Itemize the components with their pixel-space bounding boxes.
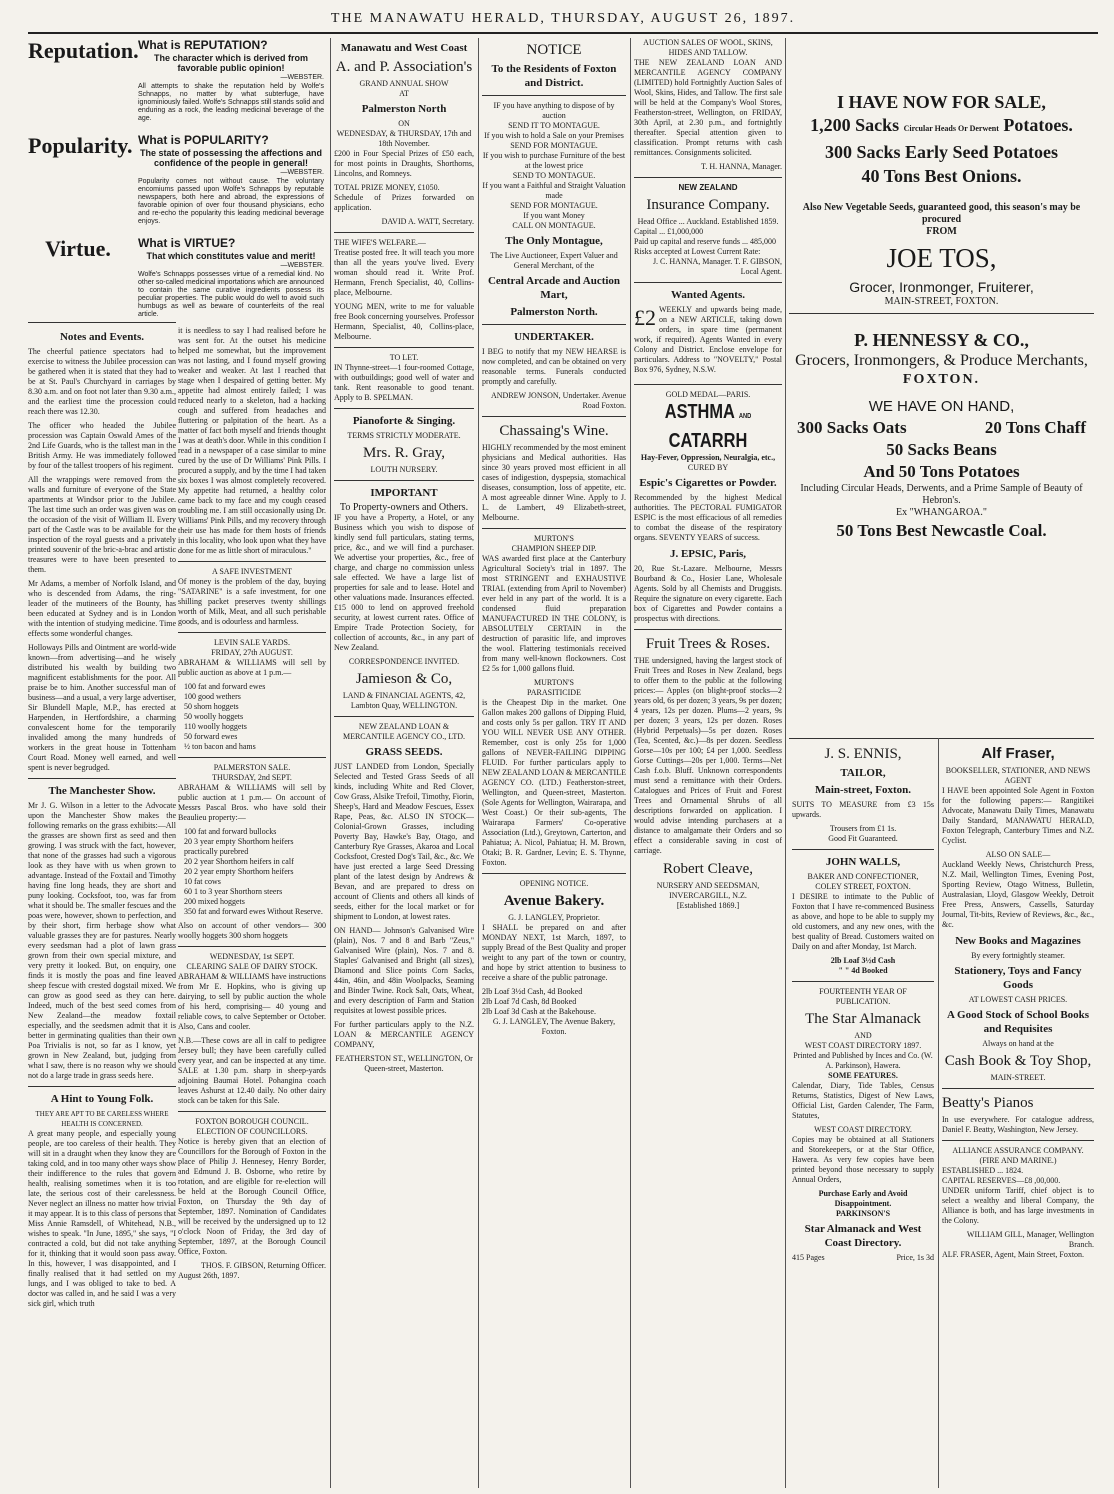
beatty-body: In use everywhere. For catalogue address, Daniel F. Beatty, Washington, New Jersey.: [942, 1115, 1094, 1134]
levin-date: FRIDAY, 27th AUGUST.: [211, 648, 293, 657]
dip-heading: CHAMPION SHEEP DIP.: [511, 544, 597, 553]
murton-label: MURTON'S: [534, 534, 574, 543]
show-prizes: £200 in Four Special Prizes of £50 each, for most points in Draughts, Shorthorns, Lincolns, and Romneys.: [334, 149, 474, 178]
manchester-heading: The Manchester Show.: [48, 785, 156, 797]
insurance-capital: Capital ... £1,000,000: [634, 227, 704, 236]
joe-tos: JOE TOS,: [886, 243, 997, 273]
show-subtitle: GRAND ANNUAL SHOW: [359, 79, 449, 88]
on-hand-heading: WE HAVE ON HAND,: [868, 398, 1015, 415]
notice-line: SEND IT TO MONTAGUE.: [508, 121, 600, 130]
notice-line: CALL ON MONTAGUE.: [512, 221, 596, 230]
list-item: 100 fat and forward ewes: [184, 682, 266, 691]
alliance-manager: WILLIAM GILL, Manager, Wellington Branch.: [966, 1230, 1094, 1249]
wolfe-source: —WEBSTER.: [280, 262, 324, 269]
insurance-office: Head Office ... Auckland. Established 1859.: [637, 217, 779, 226]
important-heading: IMPORTANT: [370, 487, 438, 499]
list-item: 60 1 to 3 year Shorthorn steers: [184, 887, 283, 896]
notice-line: If you want Money: [523, 211, 585, 220]
central-arcade: Central Arcade and Auction Mart,: [487, 275, 621, 301]
cashbook: Cash Book & Toy Shop,: [944, 1053, 1092, 1069]
palmerston-also: Also on account of other vendors— 300 woolly hoggets 300 shorn hoggets: [178, 921, 326, 940]
wolfe-answer: That which constitutes value and merit!: [146, 251, 316, 261]
undertaker-signature: ANDREW JONSON, Undertaker. Avenue Road Foxton.: [490, 391, 626, 410]
masthead-title: THE MANAWATU HERALD, THURSDAY, AUGUST 26, 1897.: [330, 11, 796, 26]
insurance-signature: J. C. HANNA, Manager. T. F. GIBSON, Local Agent.: [652, 257, 782, 276]
also-on-sale: ALSO ON SALE—: [985, 850, 1051, 859]
star-pre: FOURTEENTH YEAR OF PUBLICATION.: [819, 987, 907, 1006]
asthma-catarrh: [647, 400, 768, 453]
wanted-body: WEEKLY and upwards being made, on a NEW ARTICLE, taking down orders, in spare time (permanent work, if required). Agents Wanted in every Colony and District. Enclose envelope for particulars. Address to "NOVELTY," Postal Box 976, Sydney, N.S.W.: [634, 305, 782, 374]
fraser-agent: ALF. FRASER, Agent, Main Street, Foxton.: [942, 1250, 1085, 1259]
wolfe-source: —WEBSTER.: [280, 74, 324, 81]
wolfe-question: What is VIRTUE?: [138, 236, 236, 250]
column-6a: [792, 742, 934, 1488]
notes-heading: Notes and Events.: [59, 331, 145, 343]
insurance-risks: Risks accepted at Lowest Current Rate:: [634, 247, 761, 256]
wolfe-body: All attempts to shake the reputation held by Wolfe's Schnapps, no matter by what subterfuge, have ignominiously failed. Wolfe's Schnapps still stands solid and enduring as a rock, the leading medicinal beverage of the age.: [138, 83, 324, 122]
auction-signature: T. H. HANNA, Manager.: [701, 162, 782, 171]
to-let-body: IN Thynne-street—1 four-roomed Cottage, with outbuildings; good well of water and tank. Rent reasonable to good tenant. Apply to B. SPELMAN.: [334, 363, 474, 402]
opening-notice: OPENING NOTICE.: [519, 879, 589, 888]
dairy-note: N.B.—These cows are all in calf to pedigree Jersey bull; they have been carefully culled every year, and can be inspected at any time. SALE at 1.30 p.m. sharp in sheep-yards adjoining Baumai Hotel. Pohangina coach leaves Ashurst at 12.40 daily. No other dairy stock can be taken for this Sale.: [178, 1036, 326, 1105]
star-publisher: Printed and Published by Inces and Co. (W. A. Parkinson), Hawera.: [793, 1051, 933, 1070]
list-item: 50 woolly hoggets: [184, 712, 244, 721]
show-signature: DAVID A. WATT, Secretary.: [381, 217, 474, 226]
for-sale-line-3: 40 Tons Best Onions.: [861, 166, 1022, 186]
star-almanack-2: Star Almanack and West Coast Directory.: [804, 1223, 922, 1249]
wine-heading: Chassaing's Wine.: [499, 423, 609, 439]
sale1-end: Potatoes.: [1003, 115, 1073, 135]
hennessy-foxton: FOXTON.: [902, 372, 981, 387]
bakery-price: 2lb Loaf 3½d Cash, 4d Booked: [482, 987, 583, 996]
wolfe-ad: [28, 38, 324, 318]
star-heading: The Star Almanack: [805, 1011, 921, 1027]
cleave-established: [Established 1869.]: [676, 901, 740, 910]
walls-loaf-2: " " 4d Booked: [838, 966, 888, 975]
notes-column: [28, 322, 176, 1493]
council-date: August 26th, 1897.: [178, 1271, 240, 1280]
walls-body: I DESIRE to intimate to the Public of Foxton that I have re-commenced Business as above, and hope to be able to supply my old customers, and any new ones, with the best quality of Bread. Customers waited on Daily on and after Monday, 1st March.: [792, 892, 934, 951]
notice-line: If you wish to hold a Sale on your Premises: [484, 131, 624, 140]
catarrh-word: CATARRH: [668, 430, 748, 452]
bakery-price: 2lb Loaf 7d Cash, 8d Booked: [482, 997, 577, 1006]
notice-line: IF you have anything to dispose of by auction: [493, 101, 615, 120]
only-montague: The Only Montague,: [505, 235, 603, 247]
espic-address: 20, Rue St.-Lazare. Melbourne, Messrs Bourband & Co., Hosier Lane, Wholesale Agents. Sold by all Chemists and Druggists. Require the signature on every cigarette. Each box of Cigarettes and Powder contains a prospectus with directions.: [634, 564, 782, 623]
column-rule: [330, 38, 331, 1488]
beatty-heading: Beatty's Pianos: [942, 1095, 1034, 1111]
parasiticide-heading: PARASITICIDE: [527, 688, 581, 697]
alliance-established: ESTABLISHED ... 1824.: [942, 1166, 1024, 1175]
list-item: 50 forward ewes: [184, 732, 238, 741]
wednesday-heading: WEDNESDAY, 1st SEPT.: [209, 952, 295, 961]
and-word: AND: [738, 413, 752, 420]
ennis-fit: Good Fit Guaranteed.: [828, 834, 898, 843]
levin-intro: ABRAHAM & WILLIAMS will sell by public auction as above at 1 p.m.—: [178, 658, 326, 677]
dip-body: WAS awarded first place at the Canterbury Agricultural Society's trial in 1897. The most STRINGENT and EXHAUSTIVE TRIAL (extending from April to November) ever held in any part of the world. It is a condensed fluid preparation MANUFACTURED IN THE COLONY, is ABSOLUTELY CERTAIN in the destruction of parasitic life, and improves the wool. Flattering testimonials received from many well-known flockowners. Cost £2 5s for 1,000 gallons fluid.: [482, 554, 626, 673]
auction-heading: AUCTION SALES OF WOOL, SKINS, HIDES AND TALLOW.: [643, 38, 773, 57]
auction-body: THE NEW ZEALAND LOAN AND MERCANTILE AGENCY COMPANY (LIMITED) hold Fortnightly Auction Sales of Wool, Skins, Hides, and Tallow. The first sale will be held at the Company's Wool Stores, Featherston-street, Wellington, on FRIDAY, 30th April, at 2.30 p.m., and fortnightly thereafter. Special attention given to classification. Prompt returns with cash remittances. Consignments solicited.: [634, 58, 782, 157]
ennis-tailor: TAILOR,: [840, 767, 886, 779]
ennis-name: J. S. ENNIS,: [824, 746, 902, 762]
wife-heading: THE WIFE'S WELFARE.—: [334, 238, 426, 247]
council-subheading: ELECTION OF COUNCILLORS.: [196, 1127, 308, 1136]
further-address: FEATHERSTON ST., WELLINGTON, Or Queen-street, Masterton.: [335, 1054, 473, 1073]
note-paragraph: The officer who headed the Jubilee procession was Captain Oswald Ames of the 2nd Life Guards, who is the tallest man in the British Army. He was immediately followed by four of the tallest troopers of his regiment.: [28, 421, 176, 470]
tos-trades: Grocer, Ironmonger, Fruiterer,: [849, 279, 1034, 295]
on-hand-body: ON HAND— Johnson's Galvanised Wire (plain), Nos. 7 and 8 and Barb "Zeus," Galvanised Wire (plain), Nos. 7 and 8. Staples' Galvanised and Bright (all sizes), Diamond and Slice points Corn Sacks, 44in, 46in, and 48in Woolpacks, Seaming and Binder Twine. Rock Salt, Oats, Wheat, and every description of Farm and Station requisites at lowest possible prices.: [334, 926, 474, 1015]
tos-address: MAIN-STREET, FOXTON.: [884, 296, 999, 307]
for-sale-line-1: [789, 114, 1094, 140]
coal: 50 Tons Best Newcastle Coal.: [836, 521, 1047, 540]
important-subheading: To Property-owners and Others.: [339, 502, 469, 513]
piano-terms: TERMS STRICTLY MODERATE.: [347, 431, 461, 440]
also-body: Auckland Weekly News, Christchurch Press, N.Z. Mail, Wellington Times, Evening Post, Sporting Review, Otago Witness, Bulletin, Australasian, Lloyd, Glasgow Weekly, Detroit Free Press, Answers, Cassells, Saturday Journal, Tit-bits, Review of Reviews, &c., &c., &c.: [942, 860, 1094, 929]
important-body: IF you have a Property, a Hotel, or any Business which you wish to dispose of kindly send full particulars, stating terms, price, &c., and we will find a purchaser. We advertise your properties, &c., free of charge, and charge no commission unless sale effected. We have a large list of properties for sale and to lease. Hotel and other valuations made. Insurances effected. £15 000 to lend on approved freehold security, at lowest current rates. Office of Empire Trade Protection Society, for collection of accounts, &c., in any part of New Zealand.: [334, 513, 474, 652]
association-name: A. and P. Association's: [335, 59, 473, 75]
further-body: For further particulars apply to the N.Z. LOAN & MERCANTILE AGENCY COMPANY,: [334, 1020, 474, 1049]
grass-body: JUST LANDED from London, Specially Selected and Tested Grass Seeds of all kinds, including White and Red Clover, Cow Grass, Alsike Trefoil, Timothy, Fiorin, Sheep's, Hard and Meadow Fescues, Essex Rape, Peas, &c. ALSO IN STOCK—Colonial-Grown Grasses, including Poverty Bay, Hawke's Bay, Otago, and Canterbury Rye Grasses, Akaroa and Local Cocksfoot, Crested Dog's Tail, &c., &c. We have just erected a large Seed Dressing plant of the latest design by Andrews & Bevan, and are prepared to dress on account of Clients and others all kinds of seeds, either for the local market or for shipment to London, at lowest rates.: [334, 762, 474, 921]
wolfe-virtue: [28, 236, 324, 318]
continued-text: it is needless to say I had realised before he was sent for. At the outset his medicine helped me somewhat, but the improvement was not lasting, and I found myself growing weaker and weaker. At last I reached that stage when I despaired of getting better. My appetite had almost entirely failed; I was reduced nearly to a skeleton, had a hacking cough and suffered from headaches and fluttering or palpitation of the heart. As a matter of fact both myself and friends thought I was at death's door. While in this condition I read in a newspaper of a case similar to mine cured by the use of Dr Williams' Pink Pills. I procured a supply, and by the time I had taken six boxes I was almost completely recovered. My appetite had returned, a healthy color came back to my face and my cough ceased troubling me. I am still occasionally using Dr. Williams' Pink Pills, and my recovery through their use has made for them hosts of friends in this locality, who look upon what they have done for me as little short of miraculous.": [178, 326, 326, 555]
wolfe-body: Popularity comes not without cause. The voluntary encomiums passed upon Wolfe's Schnapps by reputable newspapers, both here and abroad, the expressions of favorable opinion of over four thousand physicians, echo and re-echo the popularity this leading medicinal beverage enjoys.: [138, 178, 324, 225]
young-men-body: YOUNG MEN, write to me for valuable free Book concerning yourselves. Professor Hermann, Specialist, 40, Collins-place, Melbourne.: [334, 302, 474, 341]
alliance-capital: CAPITAL RESERVES—£8 ,00,000.: [942, 1176, 1061, 1185]
jamieson-sub: LAND & FINANCIAL AGENTS, 42, Lambton Quay, WELLINGTON.: [342, 691, 466, 710]
list-item: 10 fat cows: [184, 877, 221, 886]
column-rule: [785, 38, 786, 1488]
palmerston-north: Palmerston North.: [510, 306, 598, 318]
jamieson-name: Jamieson & Co,: [355, 671, 453, 687]
books-heading: New Books and Magazines: [955, 935, 1081, 947]
beans: 50 Sacks Beans: [886, 440, 997, 459]
ennis-trousers: Trousers from £1 1s.: [829, 824, 897, 833]
palmerston-list: [178, 827, 326, 917]
fraser-body: I HAVE been appointed Sole Agent in Foxton for the following papers:— Rangitikei Advocate, Manawatu Daily Times, Manawatu Daily Standard, MANAWATU HERALD, Foxton Telegraph, Canterbury Times and N.Z. Cyclist.: [942, 786, 1094, 845]
parasiticide-body: is the Cheapest Dip in the market. One Gallon makes 200 gallons of Dipping Fluid, and costs only 5s per gallon. TRY IT AND YOU WILL NEVER USE ANY OTHER. Remember, cost is only 25s for 1,000 gallons of NEVER-FAILING DIPPING FLUID. For further particulars apply to NEW ZEALAND LOAN & MERCANTILE AGENCY CO. (LTD.) Featherston-street, Wellington, and Queen-street, Masterton. (Sole Agents for Wellington, Wairarapa, and West Coast.) Or their sub-agents, The Wairarapa Farmers' Co-operative Association (Ltd.), Greytown, Carterton, and Pahiatua; A. Nicol, Pahiatua; H. M. Brown, Otaki; B. R. Gardner, Levin; E. S. Thynne, Foxton.: [482, 698, 626, 867]
alliance-body: UNDER uniform Tariff, chief object is to select a wealthy and liberal Company, the Alliance is both, and has large investments in the Colony.: [942, 1186, 1094, 1225]
wolfe-question: What is REPUTATION?: [138, 38, 268, 52]
list-item: 50 shorn hoggets: [184, 702, 239, 711]
to-let-heading: TO LET.: [389, 353, 419, 362]
pages-row: [792, 1253, 934, 1263]
column-6b: [942, 742, 1094, 1488]
note-paragraph: Holloways Pills and Ointment are world-wide known—from advertising—and he wisely distributed his wealth by building two magnificent establishments for the poor. All praise be to him. Another successful man of business—and a usual, a very large advertiser, Sir Blundell Maple, M.P., has erected at Harpenden, in Hertfordshire, a charming convalescent home for the temporarily invalided among the many hundreds of workers in the great house in Tottenham Court Road. Money well earned, and well spent is never begrudged.: [28, 643, 176, 772]
star-and: AND: [854, 1031, 872, 1040]
wolfe-question: What is POPULARITY?: [138, 133, 269, 147]
hennessy-name: P. HENNESSY & CO.,: [854, 330, 1029, 350]
hint-heading: A Hint to Young Folk.: [50, 1093, 154, 1105]
gray-nursery: LOUTH NURSERY.: [370, 465, 438, 474]
safe-heading: A SAFE INVESTMENT: [211, 567, 292, 576]
walls-loaf-1: 2lb Loaf 3½d Cash: [830, 956, 896, 965]
espic-paris: J. EPSIC, Paris,: [669, 548, 747, 560]
wolfe-reputation: [28, 38, 324, 127]
undertaker-heading: UNDERTAKER.: [514, 331, 594, 343]
divider: [789, 738, 1094, 739]
dairy-heading: CLEARING SALE OF DAIRY STOCK.: [186, 962, 318, 971]
wolfe-answer: The character which is derived from favorable public opinion!: [153, 53, 309, 73]
wine-body: HIGHLY recommended by the most eminent physicians and Medical authorities. Has since 30 years proved most efficient in all cases of indigestion, dyspepsia, stomachical diseases, consumption, loss of appetite, etc. A most agreeable dinner Wine. Apply to J. L. de Lambert, 49 Elizabeth-street, Melbourne.: [482, 443, 626, 522]
column-4: [482, 38, 626, 1488]
ex-ship: Ex "WHANGAROA.": [896, 507, 987, 518]
oats: 300 Sacks Oats: [797, 418, 907, 437]
levin-heading: LEVIN SALE YARDS.: [214, 638, 290, 647]
notice-line: SEND TO MONTAGUE.: [512, 171, 596, 180]
star-directory: WEST COAST DIRECTORY 1897.: [804, 1041, 922, 1050]
main-street: MAIN-STREET.: [990, 1073, 1046, 1082]
list-item: 110 woolly hoggets: [184, 722, 247, 731]
hint-body: A great many people, and especially young people, are too careless of their health. They will sit in a draught when they know they are taking cold, and in too many other ways show their indifference to the rules that govern health, realising sometimes when it is too late, the serious cost of their carelessness. Never neglect an illness no matter how trivial it may appear. It is to this class of persons that Miss Annie Ramsdell, of Whitehead, N.B., wishes to speak. "In June, 1895," she says, "I contracted a cold, but did not take anything for it, thinking that it would soon pass away. In this, however, I was disappointed, and I finally realised that it had settled on my lungs, and I was obliged to take to bed. A doctor was called in, and he said I was a very sick girl, which truth: [28, 1129, 176, 1308]
walls-sub: BAKER AND CONFECTIONER,: [807, 872, 919, 881]
medal-label: GOLD MEDAL—PARIS.: [665, 390, 751, 399]
insurance-heading: Insurance Company.: [646, 197, 770, 213]
wcd-heading: WEST COAST DIRECTORY.: [814, 1125, 912, 1134]
show-at: AT: [399, 89, 409, 98]
cleave-name: Robert Cleave,: [663, 861, 753, 877]
features-heading: SOME FEATURES.: [828, 1071, 898, 1080]
notice-line: SEND FOR MONTAGUE.: [510, 141, 598, 150]
potatoes: And 50 Tons Potatoes: [863, 462, 1020, 481]
show-dates: WEDNESDAY, & THURSDAY, 17th and 18th November.: [336, 129, 472, 148]
fraser-sub: BOOKSELLER, STATIONER, AND NEWS AGENT: [945, 766, 1091, 785]
price: Price, 1s 3d: [896, 1253, 934, 1262]
bakery-signature: G. J. LANGLEY, The Avenue Bakery, Foxton.: [492, 1017, 616, 1036]
notice-line: SEND FOR MONTAGUE.: [510, 201, 598, 210]
correspondence: CORRESPONDENCE INVITED.: [348, 657, 460, 666]
insurance-nz: NEW ZEALAND: [678, 183, 738, 192]
show-heading: Manawatu and West Coast: [340, 42, 468, 54]
safe-body: Of money is the problem of the day, buying "SATARINE" is a safe investment, for one shilling packet preserves twenty shillings worth of Milk, Meat, and all such perishable goods, and is odourless and harmless.: [178, 577, 326, 626]
manchester-body: Mr J. G. Wilson in a letter to the Advocate upon the Manchester Show makes the following remarks on the grass exhibits:—All the grasses are shown first as seed and then growing. I was struck with the fact, however, that none of the grasses had such a vigorous look as they have with us when grown to advantage. Instead of the Foxtail and Timothy having fine long heads, they are short and puny looking. Cocksfoot, too, was far from what it should be. The smaller fescues and the poas were, however, shown to perfection, and by their short, firm herbage show what valuable grasses they are for pastures. Nearly every seedsman had a plot of lawn grass grown from their own special mixture, and very pretty it looked. But, on enquiry, one finds it is mostly the poas and fine leaved sheep fescue with crested dogstail mixed. We can grow as good seed as they can here. Indeed, much of the best seed comes from New Zealand—the meadow foxtail especially, and the seedsmen admit that it is better in germinating qualities than their own Poa Trivialis is not, so far as I know, yet grown in New Zealand, but, judging from what I saw, there is no reason why we should not do a large trade in grass seeds here.: [28, 801, 176, 1080]
column-6-top: [789, 38, 1094, 738]
hennessy-trades: Grocers, Ironmongers, & Produce Merchants,: [795, 352, 1088, 369]
fruit-body: THE undersigned, having the largest stock of Fruit Trees and Roses in New Zealand, begs to offer them to the public at the following prices:— Apples (on blight-proof stocks—2 years old, 6s per dozen; 3 years, 9s per dozen; 4 years, 12s per dozen. Plums—2 years, 9s per dozen; 3 years, 12s per dozen. Roses (Hybrid Perpetuals)—5s per dozen. Roses (Tea, Scented, &c.)—8s per dozen. Seedless Gorse—10s per 100; £4 per 1,000. Seedless Gorse Cuttings—20s per 1,000. Terms—Net Cash f.o.b. Bluff. Unknown correspondents must send a remittance with their Orders. Catalogues and Prices of Fruit and Forest Trees and Ornamental Shrubs of all descriptions forwarded on application. I would advise intending purchasers at a distance to amalgamate their Orders and so effect a considerable saving in cost of carriage.: [634, 656, 782, 855]
show-place: Palmerston North: [361, 103, 447, 115]
gray-name: Mrs. R. Gray,: [363, 445, 445, 461]
from-label: FROM: [926, 226, 957, 237]
council-signature: THOS. F. GIBSON, Returning Officer.: [201, 1261, 326, 1270]
undertaker-body: I BEG to notify that my NEW HEARSE is now completed, and can be obtained on very reasonable terms. Funerals conducted promptly and carefully.: [482, 347, 626, 386]
for-sale-heading: I HAVE NOW FOR SALE,: [837, 92, 1046, 112]
show-schedule: Schedule of Prizes forwarded on application.: [334, 193, 474, 212]
walls-address: COLEY STREET, FOXTON.: [815, 882, 911, 891]
oats-chaff-row: [789, 417, 1094, 439]
palmerston-date: THURSDAY, 2nd SEPT.: [212, 773, 292, 782]
wolfe-body: Wolfe's Schnapps possesses virtue of a remedial kind. No other so-called medicinal importations which are announced to contain the same curative ingredients possess its peculiar properties. The public would do well to avoid such humbugs as well as beware of counterfeits of the real article.: [138, 271, 324, 318]
show-total: TOTAL PRIZE MONEY, £1050.: [334, 183, 440, 192]
walls-name: JOHN WALLS,: [825, 856, 901, 868]
lowest-prices: AT LOWEST CASH PRICES.: [968, 995, 1068, 1004]
note-paragraph: The cheerful patience spectators had to exercise to witness the Jubilee procession can be gathered when it is stated that they had to be at St. Paul's Churchyard in carriages by 8.30 a.m. and on foot not later than 9.30 a.m., and the earliest time the procession could reach there was 12.30.: [28, 347, 176, 416]
pages: 415 Pages: [792, 1253, 825, 1262]
fruit-heading: Fruit Trees & Roses.: [645, 636, 771, 652]
column-rule: [630, 38, 631, 1488]
stationery: Stationery, Toys and Fancy Goods: [954, 965, 1082, 991]
dairy-body: ABRAHAM & WILLIAMS have instructions from Mr E. Hopkins, who is giving up dairying, to sell by public auction the whole of his herd, comprising— 40 young and reliable cows, to calve September or October. Also, Cans and cooler.: [178, 972, 326, 1031]
masthead: [28, 6, 1098, 34]
column-5: [634, 38, 782, 1488]
notice-subheading: To the Residents of Foxton and District.: [491, 63, 617, 89]
list-item: 20 2 year empty Shorthorn heifers: [184, 867, 294, 876]
asthma-word: ASTHMA: [664, 401, 735, 423]
list-item: ½ ton bacon and hams: [184, 742, 256, 751]
bakery-proprietor: G. J. LANGLEY, Proprietor.: [508, 913, 600, 922]
list-item: 20 3 year empty Shorthorn heifers practically purebred: [184, 837, 294, 856]
list-item: 100 good wethers: [184, 692, 241, 701]
sale1-small: Circular Heads Or Derwent: [903, 124, 999, 133]
espic-heading: Espic's Cigarettes or Powder.: [639, 477, 777, 489]
note-paragraph: All the wrappings were removed from the walls and furniture of everyone of the State apartments at Windsor prior to the Jubilee. The last time such an order was given was on the occasion of the visit of William II. Every part of the Castle was to be available for the inspection of the royal guests and a privately printed souvenir of the bric-a-brac and artistic treasures were to have been presented to them.: [28, 475, 176, 574]
ennis-address: Main-street, Foxton.: [814, 784, 912, 796]
list-item: 200 mixed hoggets: [184, 897, 245, 906]
list-item: 100 fat and forward bullocks: [184, 827, 277, 836]
wolfe-word: Reputation.: [28, 38, 139, 63]
copies-body: Copies may be obtained at all Stationers and Storekeepers, or at the Star Office, Hawera. As very few copies have been printed beyond those necessary to supply Annual Orders,: [792, 1135, 934, 1184]
cured-by: CURED BY: [687, 463, 729, 472]
list-item: 20 2 year Shorthorn heifers in calf: [184, 857, 294, 866]
wanted-pound: £2: [634, 305, 656, 330]
vegetable-seeds: Also New Vegetable Seeds, guaranteed good, this season's may be procured: [802, 202, 1081, 225]
wolfe-word: Popularity.: [28, 133, 133, 158]
wolfe-popularity: [28, 133, 324, 230]
always: Always on hand at the: [982, 1039, 1054, 1048]
ennis-suits: SUITS TO MEASURE from £3 15s upwards.: [792, 800, 934, 819]
council-body: Notice is hereby given that an election of Councillors for the Borough of Foxton in the place of Philip J. Hennesey, Henry Border, and Edmund J. B. Osborne, who retire by rotation, and are eligible for re-election will be held at the Borough Council Office, Foxton, on Thursday the 9th day of September, 1897. Nomination of Candidates will be received by the undersigned up to 12 o'clock Noon of Friday, the 3rd day of September, 1897, at the Borough Council Office, Foxton.: [178, 1137, 326, 1256]
column-rule: [478, 38, 479, 1488]
notice-line: If you want a Faithful and Straight Valuation made: [482, 181, 626, 200]
grass-heading: GRASS SEEDS.: [365, 746, 443, 758]
fortnightly: By every fortnightly steamer.: [971, 951, 1065, 960]
chaff: 20 Tons Chaff: [984, 418, 1086, 437]
bakery-heading: Avenue Bakery.: [503, 893, 605, 909]
murton-label: MURTON'S: [534, 678, 574, 687]
list-item: 350 fat and forward ewes Without Reserve.: [184, 907, 323, 916]
notice-line: If you wish to purchase Furniture of the best at the lowest price: [482, 151, 626, 170]
bakery-price: 2lb Loaf 3d Cash at the Bakehouse.: [482, 1007, 596, 1016]
notice-heading: NOTICE: [526, 42, 582, 58]
note-paragraph: Mr Adams, a member of Norfolk Island, and who is descended from Adams, the ring-leader of the mutineers of the Bounty, has been educated at Sydney and is in London with the intention of studying medicine. Time effects some wonderful changes.: [28, 579, 176, 638]
sale1-text: 1,200 Sacks: [810, 115, 900, 135]
insurance-paid: Paid up capital and reserve funds ... 485,000: [634, 237, 776, 246]
council-heading: FOXTON BOROUGH COUNCIL.: [195, 1117, 309, 1126]
fraser-name: Alf Fraser,: [981, 745, 1055, 762]
palmerston-intro: ABRAHAM & WILLIAMS will sell by public auction at 1 p.m.— On account of Messrs Pascal Bros. who have sold their Beaulieu property:—: [178, 783, 326, 822]
wife-body: Treatise posted free. It will teach you more than all the years you've lived. Every woman should read it. Write Prof. Hermann, French Specialist, 40, Collins-place, Melbourne.: [334, 248, 474, 297]
palmerston-heading: PALMERSTON SALE.: [213, 763, 291, 772]
column-rule: [938, 738, 939, 1488]
features-body: Calendar, Diary, Tide Tables, Census Returns, Statistics, Digest of New Laws, Official List, Garden Calender, The Farm, Statutes,: [792, 1081, 934, 1120]
hay-fever: Hay-Fever, Oppression, Neuralgia, etc.,: [640, 453, 776, 462]
piano-heading: Pianoforte & Singing.: [352, 415, 456, 427]
for-sale-line-2: 300 Sacks Early Seed Potatoes: [825, 142, 1058, 162]
including-text: Including Circular Heads, Derwents, and a Prime Sample of Beauty of Hebron's.: [800, 483, 1083, 506]
wolfe-source: —WEBSTER.: [280, 169, 324, 176]
column-2: [178, 322, 326, 1492]
nzloan-heading: NEW ZEALAND LOAN & MERCANTILE AGENCY CO., LTD.: [342, 722, 466, 741]
purchase-early: Purchase Early and Avoid Disappointment.: [818, 1189, 908, 1208]
parkinsons: PARKINSON'S: [835, 1209, 891, 1218]
espic-body: Recommended by the highest Medical authorities. The PECTORAL FUMIGATOR ESPIC is the most efficacious of all remedies to combat the disease of the respiratory organs. SEVENTY YEARS of success.: [634, 493, 782, 542]
hint-subheading: THEY ARE APT TO BE CARELESS WHERE HEALTH IS CONCERNED.: [35, 1110, 169, 1128]
alliance-fire: (FIRE AND MARINE.): [979, 1156, 1057, 1165]
column-3: [334, 38, 474, 1488]
wolfe-answer: The state of possessing the affections and confidence of the people in general!: [139, 148, 323, 168]
school-books: A Good Stock of School Books and Requisites: [946, 1009, 1090, 1035]
show-on: ON: [398, 119, 410, 128]
bakery-body: I SHALL be prepared on and after MONDAY NEXT, 1st March, 1897, to supply Bread of the Best Quality and proper weight to any part of the town or country, and hope by strict attention to business to receive a share of the public patronage.: [482, 923, 626, 982]
cleave-sub: NURSERY AND SEEDSMAN, INVERCARGILL, N.Z.: [656, 881, 760, 900]
only-montague-sub: The Live Auctioneer, Expert Valuer and General Merchant, of the: [490, 251, 618, 270]
levin-list: [178, 682, 326, 752]
wanted-heading: Wanted Agents.: [671, 289, 745, 301]
alliance-heading: ALLIANCE ASSURANCE COMPANY.: [952, 1146, 1084, 1155]
wolfe-word: Virtue.: [45, 236, 111, 261]
